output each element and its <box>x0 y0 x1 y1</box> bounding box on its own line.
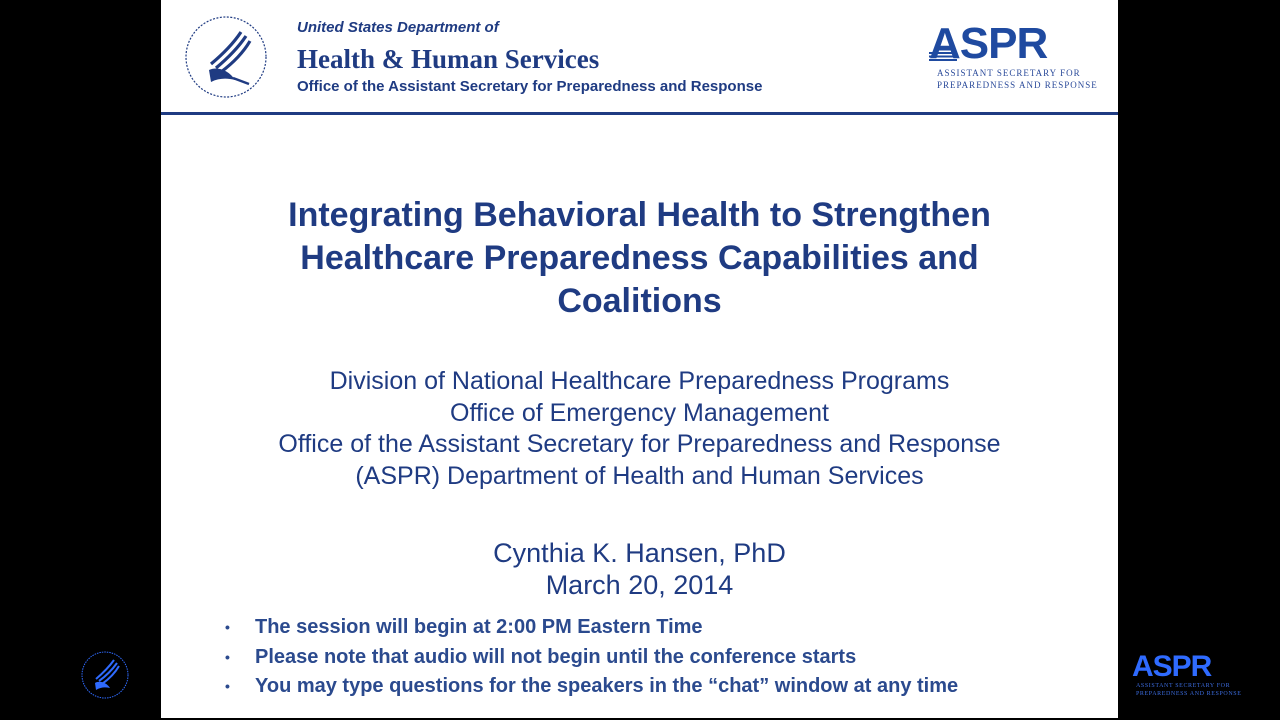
office-name: Office of the Assistant Secretary for Preparedness and Response <box>297 78 763 95</box>
org-line: (ASPR) Department of Health and Human Services <box>355 461 924 490</box>
slide-title <box>161 194 1118 323</box>
slide <box>161 0 1118 718</box>
aspr-logo-sub1: ASSISTANT SECRETARY FOR <box>1136 683 1231 689</box>
bullet-icon: • <box>225 678 230 694</box>
aspr-logo-sub2: PREPAREDNESS AND RESPONSE <box>1136 691 1242 697</box>
department-line: United States Department of <box>297 19 499 36</box>
bullet-icon: • <box>225 648 230 665</box>
organization-block <box>161 366 1118 492</box>
aspr-logo-word: ASPR <box>929 19 1048 68</box>
note-text: You may type questions for the speakers in the “chat” window at any time <box>255 675 959 697</box>
note-item <box>221 643 1101 673</box>
aspr-logo-sub2: PREPAREDNESS AND RESPONSE <box>937 80 1098 90</box>
department-name: Health & Human Services <box>297 44 600 74</box>
hhs-eagle-seal-icon <box>80 650 130 700</box>
org-line: Division of National Healthcare Preparedness Programs <box>329 367 950 395</box>
note-item <box>221 672 1101 702</box>
slide-header <box>161 0 1118 112</box>
title-line: Integrating Behavioral Health to Strengthen <box>288 196 991 234</box>
presenter-name: Cynthia K. Hansen, PhD <box>493 538 786 568</box>
aspr-logo-sub1: ASSISTANT SECRETARY FOR <box>937 68 1081 78</box>
aspr-logo <box>929 19 1098 94</box>
presenter-block <box>161 537 1118 601</box>
aspr-logo-word: ASPR <box>1132 650 1212 683</box>
note-item <box>221 613 1101 643</box>
session-notes <box>221 613 1101 702</box>
bullet-icon: • <box>225 619 230 635</box>
org-line: Office of the Assistant Secretary for Preparedness and Response <box>278 430 1001 458</box>
org-line: Office of Emergency Management <box>450 398 829 427</box>
presentation-date: March 20, 2014 <box>545 570 734 600</box>
note-text: Please note that audio will not begin until the conference starts <box>255 645 857 668</box>
note-text: The session will begin at 2:00 PM Eastern Time <box>255 616 703 638</box>
hhs-eagle-seal-icon <box>183 14 269 100</box>
corner-aspr-logo <box>1132 652 1242 702</box>
header-divider <box>161 112 1118 115</box>
title-line: Healthcare Preparedness Capabilities and <box>300 239 979 277</box>
title-line: Coalitions <box>557 282 722 320</box>
